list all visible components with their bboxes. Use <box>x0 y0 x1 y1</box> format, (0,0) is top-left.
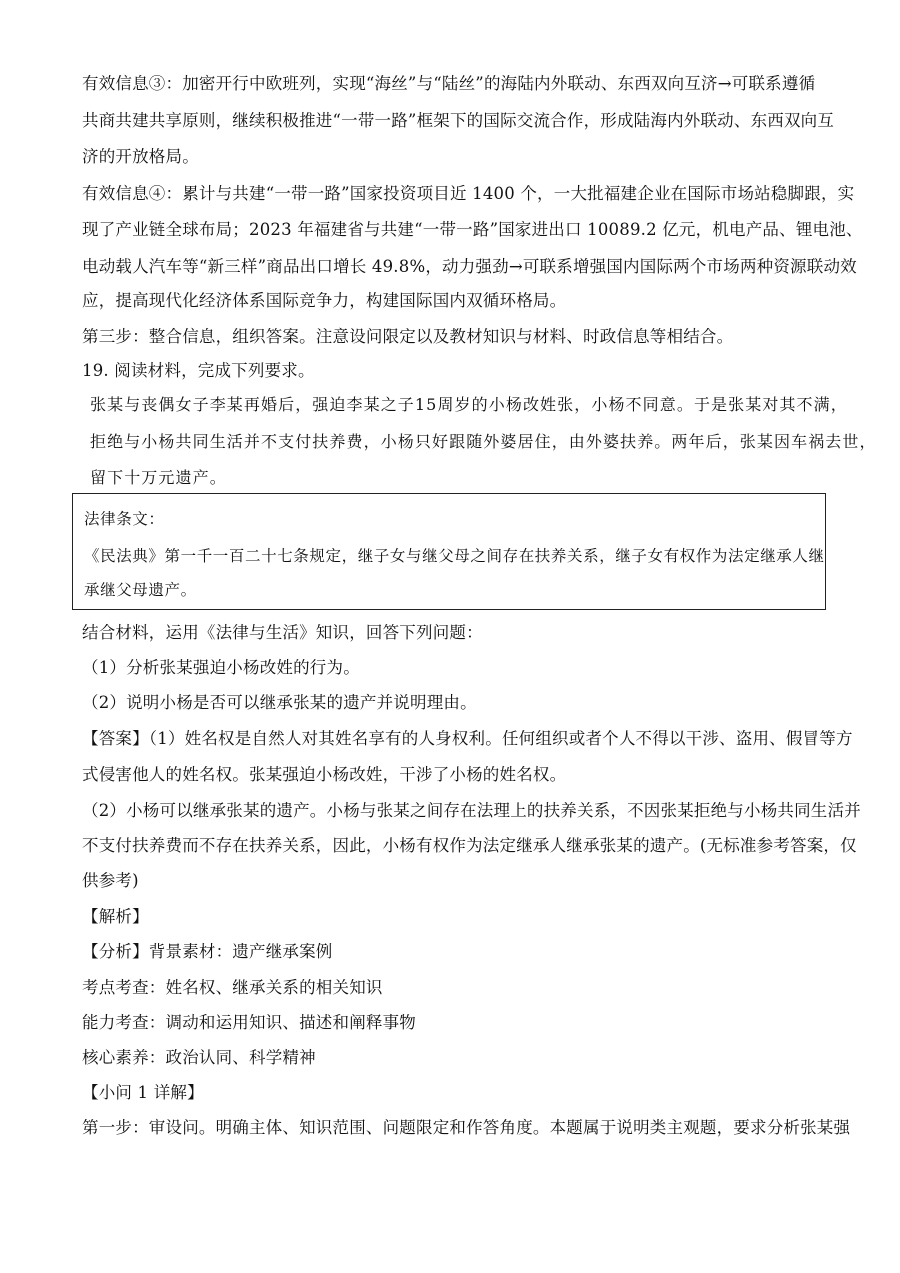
analysis-line: 【分析】背景素材：遗产继承案例 <box>82 942 333 961</box>
text-line: 有效信息④：累计与共建“一带一路”国家投资项目近 1400 个，一大批福建企业在国际市场站稳脚跟，实 <box>82 184 855 203</box>
text-line: 共商共建共享原则，继续积极推进“一带一路”框架下的国际交流合作，形成陆海内外联动、东西双向互 <box>82 111 835 130</box>
analysis-line: 能力考查：调动和运用知识、描述和阐释事物 <box>82 1013 416 1032</box>
text-line: 结合材料，运用《法律与生活》知识，回答下列问题： <box>82 623 483 642</box>
analysis-heading: 【解析】 <box>82 907 149 926</box>
text-line: 现了产业链全球布局；2023 年福建省与共建“一带一路”国家进出口 10089.2 亿元，机电产品、锂电池、 <box>82 220 863 239</box>
text-line: 电动载人汽车等“新三样”商品出口增长 49.8%，动力强劲→可联系增强国内国际两个市场两种资源联动效 <box>82 257 857 276</box>
text-line: 应，提高现代化经济体系国际竞争力，构建国际国内双循环格局。 <box>82 291 567 310</box>
text-line: 有效信息③：加密开行中欧班列，实现“海丝”与“陆丝”的海陆内外联动、东西双向互济→可联系遵循 <box>82 74 816 93</box>
question-heading: 19. 阅读材料，完成下列要求。 <box>82 361 315 380</box>
answer-line: （2）小杨可以继承张某的遗产。小杨与张某之间存在法理上的扶养关系，不因张某拒绝与小杨共同生活并 <box>82 801 861 820</box>
material-line: 张某与丧偶女子李某再婚后，强迫李某之子15周岁的小杨改姓张，小杨不同意。于是张某对其不满， <box>90 395 848 414</box>
answer-line: 【答案】（1）姓名权是自然人对其姓名享有的人身权利。任何组织或者个人不得以干涉、盗用、假冒等方 <box>82 729 853 748</box>
analysis-line: 第一步：审设问。明确主体、知识范围、问题限定和作答角度。本题属于说明类主观题，要求分析张某强 <box>82 1118 851 1137</box>
subquestion-2: （2）说明小杨是否可以继承张某的遗产并说明理由。 <box>82 693 477 712</box>
analysis-line: 考点考查：姓名权、继承关系的相关知识 <box>82 978 383 997</box>
material-line: 留下十万元遗产。 <box>90 468 227 487</box>
law-line: 《民法典》第一千一百二十七条规定，继子女与继父母之间存在扶养关系，继子女有权作为法定继承人继 <box>84 547 825 565</box>
subquestion-1: （1）分析张某强迫小杨改姓的行为。 <box>82 658 360 677</box>
analysis-line: 核心素养：政治认同、科学精神 <box>82 1048 316 1067</box>
law-line: 承继父母遗产。 <box>84 581 197 599</box>
text-line: 第三步：整合信息，组织答案。注意设问限定以及教材知识与材料、时政信息等相结合。 <box>82 327 734 346</box>
answer-line: 供参考) <box>82 871 139 890</box>
law-heading: 法律条文： <box>84 510 165 528</box>
subquestion-detail-heading: 【小问 1 详解】 <box>82 1083 204 1102</box>
answer-line: 不支付扶养费而不存在扶养关系，因此，小杨有权作为法定继承人继承张某的遗产。(无标准参考答案，仅 <box>82 836 857 855</box>
text-line: 济的开放格局。 <box>82 147 199 166</box>
answer-line: 式侵害他人的姓名权。张某强迫小杨改姓，干涉了小杨的姓名权。 <box>82 765 567 784</box>
material-line: 拒绝与小杨共同生活并不支付扶养费，小杨只好跟随外婆居住，由外婆扶养。两年后，张某因车祸去世， <box>90 432 877 451</box>
